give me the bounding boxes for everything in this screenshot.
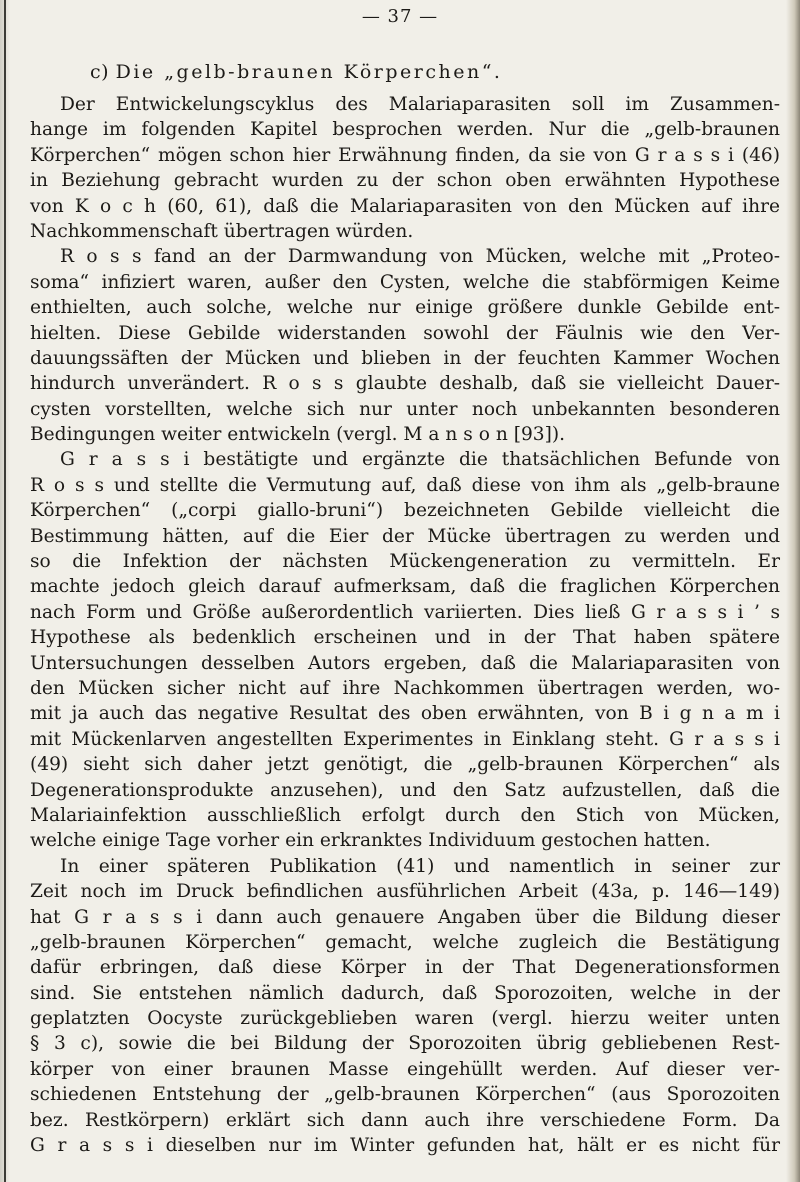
text-line: hindurch unverändert. R o s s glaubte deshalb, daß sie vielleicht Dauer- (30, 373, 780, 395)
text-line: welche einige Tage vorher ein erkranktes Individuum gestochen hatten. (30, 830, 711, 852)
section-heading (30, 58, 780, 86)
text-line: mit ja auch das negative Resultat des oben erwähnten, von B i g n a m i (30, 703, 780, 725)
section-heading-prefix: c) (90, 61, 116, 83)
text-line: hat G r a s s i dann auch genauere Angaben über die Bildung dieser (30, 906, 780, 928)
section-heading-title: Die „gelb-braunen Körperchen“. (115, 61, 503, 83)
text-line: enthielten, auch solche, welche nur einige größere dunkle Gebilde ent- (30, 297, 780, 319)
text-line: mit Mückenlarven angestellten Experimentes in Einklang steht. G r a s s i (30, 728, 780, 750)
text-line: Untersuchungen desselben Autors ergeben, daß die Malariaparasiten von (30, 652, 780, 674)
text-line: hielten. Diese Gebilde widerstanden sowohl der Fäulnis wie den Ver- (30, 322, 780, 344)
text-line: Hypothese als bedenklich erscheinen und in der That haben spätere (30, 627, 780, 649)
text-line: schiedenen Entstehung der „gelb-braunen Körperchen“ (aus Sporozoiten (30, 1084, 780, 1106)
text-line: Nachkommenschaft übertragen würden. (30, 220, 414, 242)
text-line: (49) sieht sich daher jetzt genötigt, die „gelb-braunen Körperchen“ als (30, 754, 780, 776)
text-line: Bedingungen weiter entwickeln (vergl. M a n s o n [93]). (30, 424, 566, 446)
text-line: In einer späteren Publikation (41) und namentlich in seiner zur (60, 855, 780, 877)
text-line: soma“ infiziert waren, außer den Cysten, welche die stabförmigen Keime (30, 271, 780, 293)
text-line: bez. Restkörpern) erklärt sich dann auch ihre verschiedene Form. Da (30, 1109, 780, 1131)
text-line: Malariainfektion ausschließlich erfolgt durch den Stich von Mücken, (30, 804, 780, 826)
text-line: Der Entwickelungscyklus des Malariaparasiten soll im Zusammen- (60, 94, 780, 115)
text-line: cysten vorstellten, welche sich nur unter noch unbekannten besonderen (30, 398, 780, 420)
page-number: — 37 — (361, 6, 439, 27)
text-line: in Beziehung gebracht wurden zu der schon oben erwähnten Hypothese (30, 170, 780, 192)
text-line: Körperchen“ mögen schon hier Erwähnung finden, da sie von G r a s s i (46) (30, 144, 780, 166)
text-line: sind. Sie entstehen nämlich dadurch, daß Sporozoiten, welche in der (30, 982, 780, 1004)
text-line: Zeit noch im Druck befindlichen ausführlichen Arbeit (43a, p. 146—149) (30, 881, 780, 903)
text-line: Degenerationsprodukte anzusehen), und den Satz aufzustellen, daß die (30, 779, 780, 801)
text-line: „gelb-braunen Körperchen“ gemacht, welche zugleich die Bestätigung (30, 931, 780, 953)
paragraph-lines (30, 92, 780, 1158)
text-line: § 3 c), sowie die bei Bildung der Sporozoiten übrig gebliebenen Rest- (30, 1033, 780, 1055)
text-line: körper von einer braunen Masse eingehüllt werden. Auf dieser ver- (30, 1058, 780, 1080)
text-line: hange im folgenden Kapitel besprochen werden. Nur die „gelb-braunen (30, 119, 780, 141)
text-line: geplatzten Oocyste zurückgeblieben waren (vergl. hierzu weiter unten (30, 1008, 780, 1030)
text-line: so die Infektion der nächsten Mückengeneration zu vermitteln. Er (30, 551, 780, 573)
text-line: R o s s fand an der Darmwandung von Mücken, welche mit „Proteo- (60, 246, 780, 268)
text-line: Körperchen“ („corpi giallo-bruni“) bezeichneten Gebilde vielleicht die (30, 500, 780, 522)
text-line: R o s s und stellte die Vermutung auf, daß diese von ihm als „gelb-braune (30, 474, 780, 496)
page-right-edge (786, 0, 800, 1182)
text-line: den Mücken sicher nicht auf ihre Nachkommen übertragen werden, wo- (30, 677, 780, 699)
binding-edge-line (4, 0, 6, 1182)
body-text (30, 58, 780, 1158)
text-line: von K o c h (60, 61), daß die Malariaparasiten von den Mücken auf ihre (30, 195, 780, 217)
text-line: dafür erbringen, daß diese Körper in der That Degenerationsformen (30, 957, 780, 979)
text-line: dauungssäften der Mücken und blieben in der feuchten Kammer Wochen (30, 347, 780, 369)
text-line: machte jedoch gleich darauf aufmerksam, daß die fraglichen Körperchen (30, 576, 780, 598)
text-line: G r a s s i bestätigte und ergänzte die thatsächlichen Befunde von (60, 449, 780, 471)
text-line: G r a s s i dieselben nur im Winter gefunden hat, hält er es nicht für (30, 1135, 780, 1157)
text-line: Bestimmung hätten, auf die Eier der Mücke übertragen zu werden und (30, 525, 780, 547)
text-line: nach Form und Größe außerordentlich variierten. Dies ließ G r a s s i ’ s (30, 601, 780, 623)
